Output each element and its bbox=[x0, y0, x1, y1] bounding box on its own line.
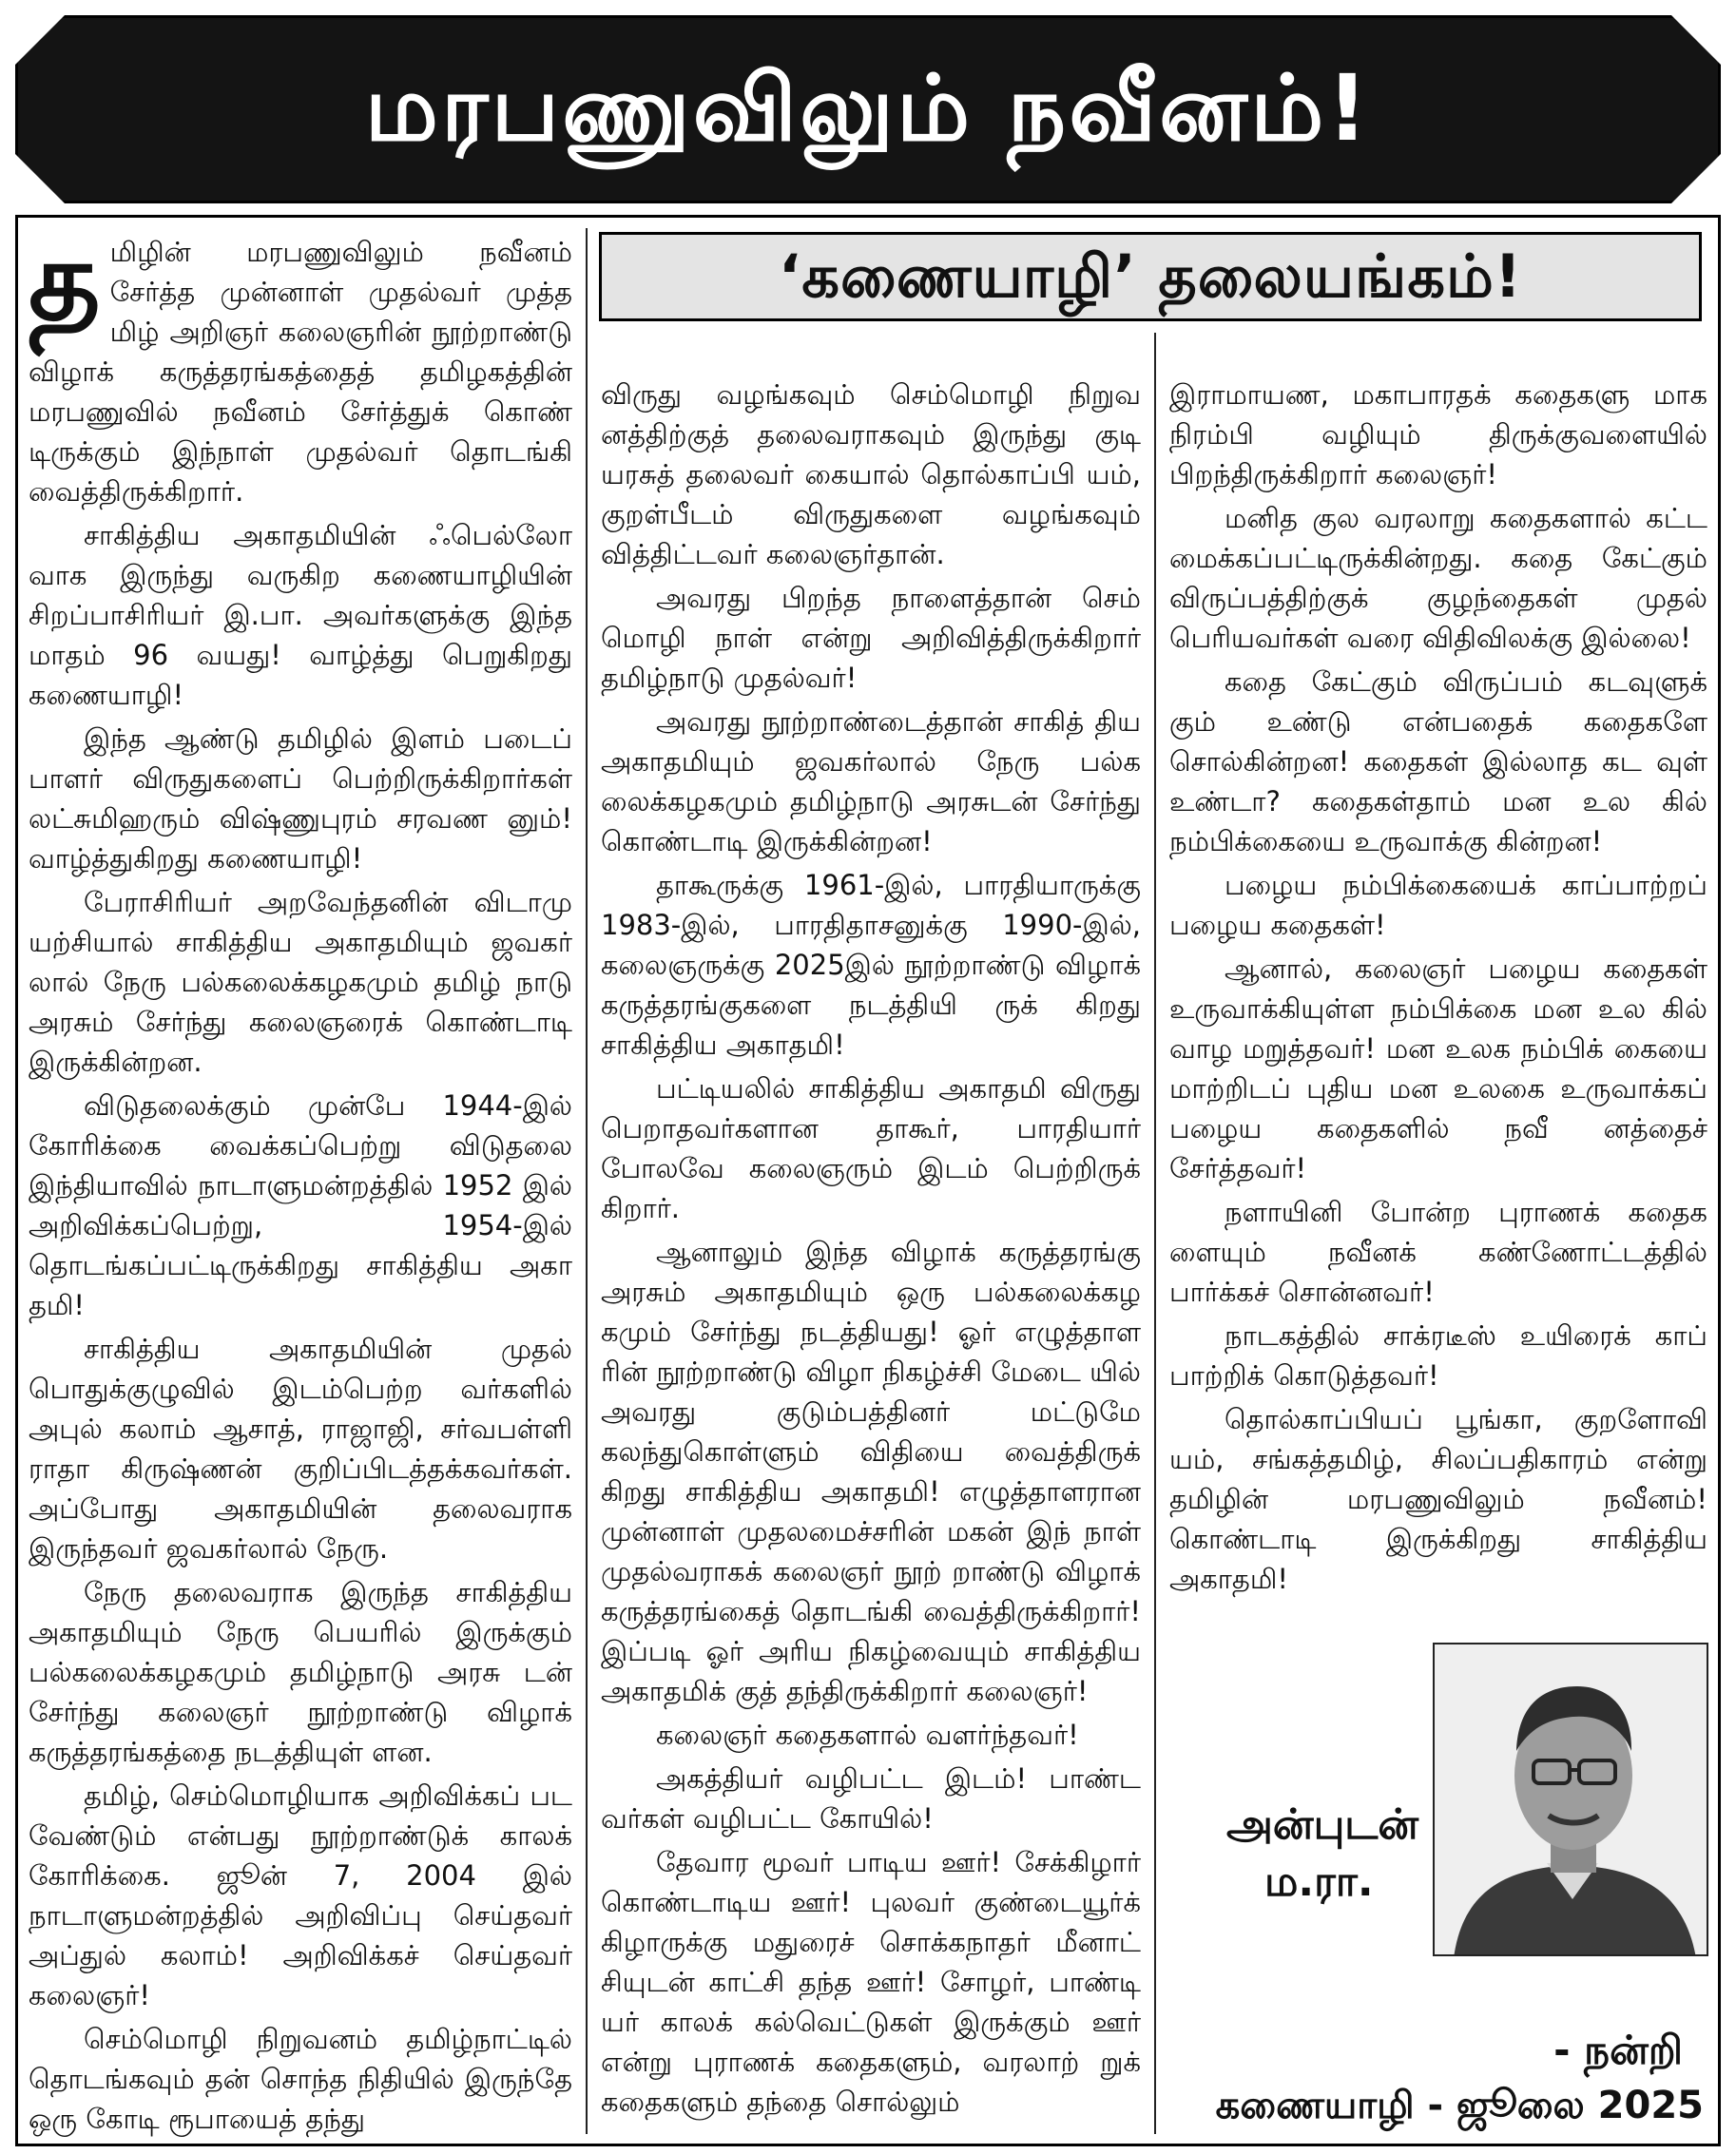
paragraph-text: மனித குல வரலாறு கதைகளால் கட்ட மைக்கப்பட்டிருக்கின்றது. கதை கேட்கும் விருப்பத்திற்குக் குழந்தைகள் முதல் பெரியவர்கள் வரை விதிவிலக்கு இல்லை! bbox=[1169, 502, 1707, 654]
paragraph bbox=[601, 865, 1141, 1065]
paragraph-text: பழைய நம்பிக்கையைக் காப்பாற்றப் பழைய கதைகள்! bbox=[1169, 869, 1707, 941]
paragraph-text: தேவார மூவர் பாடிய ஊர்! சேக்கிழார் கொண்டாடிய ஊர்! புலவர் குண்டையூர்க் கிழாருக்கு மதுரைச் சொக்கநாதர் மீனாட் சியுடன் காட்சி தந்த ஊர்! சோழர், பாண்டி யர் காலக் கல்வெட்டுகள் இருக்கும் ஊர் என்று புராணக் கதைகளும், வரலாற் றுக் கதைகளும் தந்தை சொல்லும் bbox=[601, 1846, 1141, 2118]
paragraph bbox=[601, 375, 1141, 574]
paragraph bbox=[601, 1759, 1141, 1838]
credit-line: - நன்றி bbox=[1553, 2027, 1683, 2073]
paragraph-text: விருது வழங்கவும் செம்மொழி நிறுவ னத்திற்குத் தலைவராகவும் இருந்து குடி யரசுத் தலைவர் கையால் தொல்காப்பி யம், குறள்பீடம் விருதுகளை வழங்கவும் வித்திட்டவர் கலைஞர்தான். bbox=[601, 378, 1141, 570]
paragraph bbox=[29, 232, 572, 511]
paragraph bbox=[29, 2019, 572, 2139]
column-3 bbox=[1169, 375, 1707, 1629]
title-banner bbox=[15, 15, 1721, 203]
paragraph-text: கலைஞர் கதைகளால் வளர்ந்தவர்! bbox=[656, 1719, 1079, 1751]
paragraph bbox=[29, 882, 572, 1082]
paragraph bbox=[601, 1232, 1141, 1711]
paragraph-text: இந்த ஆண்டு தமிழில் இளம் படைப் பாளர் விருதுகளைப் பெற்றிருக்கிறார்கள் லட்சுமிஹரும் விஷ்ணுபுரம் சரவண னும்! வாழ்த்துகிறது கணையாழி! bbox=[29, 722, 572, 875]
paragraph-text: தொல்காப்பியப் பூங்கா, குறளோவி யம், சங்கத்தமிழ், சிலப்பதிகாரம் என்று தமிழின் மரபணுவிலும் நவீனம்! கொண்டாடி இருக்கிறது சாகித்திய அகாதமி! bbox=[1169, 1403, 1707, 1595]
column-1 bbox=[29, 232, 572, 2143]
paragraph-text: அவரது பிறந்த நாளைத்தான் செம் மொழி நாள் என்று அறிவித்திருக்கிறார் தமிழ்நாடு முதல்வர்! bbox=[601, 582, 1141, 694]
paragraph bbox=[29, 1329, 572, 1568]
corner-notch bbox=[1671, 154, 1721, 203]
paragraph-text: விடுதலைக்கும் முன்பே 1944-இல் கோரிக்கை வைக்கப்பெற்று விடுதலை இந்தியாவில் நாடாளுமன்றத்தில் 1952 இல் அறிவிக்கப்பெற்று, 1954-இல் தொடங்கப்பட்டிருக்கிறது சாகித்திய அகா தமி! bbox=[29, 1089, 572, 1321]
paragraph-text: அவரது நூற்றாண்டைத்தான் சாகித் திய அகாதமியும் ஜவகர்லால் நேரு பல்க லைக்கழகமும் தமிழ்நாடு அரசுடன் சேர்ந்து கொண்டாடி இருக்கின்றன! bbox=[601, 705, 1141, 857]
paragraph bbox=[1169, 1399, 1707, 1599]
paragraph bbox=[601, 1715, 1141, 1755]
editorial-subheading: ‘கணையாழி’ தலையங்கம்! bbox=[599, 232, 1702, 321]
paragraph-text: தாகூருக்கு 1961-இல், பாரதியாருக்கு 1983-இல், பாரதிதாசனுக்கு 1990-இல், கலைஞருக்கு 2025இல் நூற்றாண்டு விழாக் கருத்தரங்குகளை நடத்தியி ருக் கிறது சாகித்திய அகாதமி! bbox=[601, 869, 1141, 1061]
paragraph bbox=[29, 719, 572, 878]
column-divider bbox=[1154, 333, 1156, 2134]
paragraph bbox=[29, 1086, 572, 1325]
paragraph bbox=[1169, 375, 1707, 494]
column-2 bbox=[601, 375, 1141, 2143]
paragraph-text: மிழின் மரபணுவிலும் நவீனம் சேர்த்த முன்னாள் முதல்வர் முத்த மிழ் அறிஞர் கலைஞரின் நூற்றாண்டு விழாக் கருத்தரங்கத்தைத் தமிழகத்தின் மரபணுவில் நவீனம் சேர்த்துக் கொண் டிருக்கும் இந்நாள் முதல்வர் தொடங்கி வைத்திருக்கிறார். bbox=[29, 236, 572, 508]
paragraph-text: பட்டியலில் சாகித்திய அகாதமி விருது பெறாதவர்களான தாகூர், பாரதியார் போலவே கலைஞரும் இடம் பெற்றிருக் கிறார். bbox=[601, 1072, 1141, 1224]
portrait-illustration bbox=[1435, 1644, 1708, 1956]
paragraph bbox=[29, 1572, 572, 1772]
paragraph bbox=[1169, 1316, 1707, 1395]
paragraph bbox=[601, 578, 1141, 698]
paragraph bbox=[1169, 498, 1707, 658]
column-divider bbox=[586, 228, 588, 2134]
paragraph bbox=[1169, 1192, 1707, 1312]
paragraph bbox=[29, 515, 572, 715]
paragraph bbox=[601, 702, 1141, 861]
paragraph-text: செம்மொழி நிறுவனம் தமிழ்நாட்டில் தொடங்கவும் தன் சொந்த நிதியில் இருந்தே ஒரு கோடி ரூபாயைத் தந்து bbox=[29, 2023, 572, 2135]
paragraph bbox=[1169, 662, 1707, 861]
signature-label: அன்புடன் bbox=[1226, 1800, 1418, 1849]
paragraph-text: நேரு தலைவராக இருந்த சாகித்திய அகாதமியும் நேரு பெயரில் இருக்கும் பல்கலைக்கழகமும் தமிழ்நாடு அரசு டன் சேர்ந்து கலைஞர் நூற்றாண்டு விழாக் கருத்தரங்கத்தை நடத்தியுள் ளன. bbox=[29, 1576, 572, 1768]
paragraph-text: நாடகத்தில் சாக்ரடீஸ் உயிரைக் காப் பாற்றிக் கொடுத்தவர்! bbox=[1169, 1319, 1707, 1392]
paragraph bbox=[1169, 865, 1707, 945]
drop-cap: த bbox=[29, 232, 101, 345]
page-title: மரபணுவிலும் நவீனம்! bbox=[364, 55, 1372, 162]
paragraph-text: கதை கேட்கும் விருப்பம் கடவுளுக் கும் உண்டு என்பதைக் கதைகளே சொல்கின்றன! கதைகள் இல்லாத கட வுள் உண்டா? கதைகள்தாம் மன உல கில் நம்பிக்கையை உருவாக்கு கின்றன! bbox=[1169, 665, 1707, 857]
paragraph-text: ஆனாலும் இந்த விழாக் கருத்தரங்கு அரசும் அகாதமியும் ஒரு பல்கலைக்கழ கமும் சேர்ந்து நடத்தியது! ஓர் எழுத்தாள ரின் நூற்றாண்டு விழா நிகழ்ச்சி மேடை யில் அவரது குடும்பத்தினர் மட்டுமே கலந்துகொள்ளும் விதியை வைத்திருக் கிறது சாகித்திய அகாதமி! எழுத்தாளரான முன்னாள் முதலமைச்சரின் மகன் இந் நாள் முதல்வராகக் கலைஞர் நூற் றாண்டு விழாக் கருத்தரங்கைத் தொடங்கி வைத்திருக்கிறார்! இப்படி ஓர் அரிய நிகழ்வையும் சாகித்திய அகாதமிக் குத் தந்திருக்கிறார் கலைஞர்! bbox=[601, 1236, 1141, 1707]
source-line: கணையாழி - ஜூலை 2025 bbox=[1215, 2084, 1704, 2127]
paragraph bbox=[1169, 949, 1707, 1188]
paragraph-text: சாகித்திய அகாதமியின் ஃபெல்லோ வாக இருந்து வருகிற கணையாழியின் சிறப்பாசிரியர் இ.பா. அவர்களுக்கு இந்த மாதம் 96 வயது! வாழ்த்து பெறுகிறது கணையாழி! bbox=[29, 519, 572, 711]
paragraph-text: தமிழ், செம்மொழியாக அறிவிக்கப் பட வேண்டும் என்பது நூற்றாண்டுக் காலக் கோரிக்கை. ஜூன் 7, 2004 இல் நாடாளுமன்றத்தில் அறிவிப்பு செய்தவர் அப்துல் கலாம்! அறிவிக்கச் செய்தவர் கலைஞர்! bbox=[29, 1779, 572, 2011]
paragraph bbox=[601, 1842, 1141, 2122]
portrait-photo-icon bbox=[1433, 1643, 1708, 1956]
paragraph-text: சாகித்திய அகாதமியின் முதல் பொதுக்குழுவில் இடம்பெற்ற வர்களில் அபுல் கலாம் ஆசாத், ராஜாஜி, சர்வபள்ளி ராதா கிருஷ்ணன் குறிப்பிடத்தக்கவர்கள். அப்போது அகாதமியின் தலைவராக இருந்தவர் ஜவகர்லால் நேரு. bbox=[29, 1333, 572, 1565]
paragraph-text: நளாயினி போன்ற புராணக் கதைக ளையும் நவீனக் கண்ணோட்டத்தில் பார்க்கச் சொன்னவர்! bbox=[1169, 1196, 1707, 1308]
signature-name: ம.ரா. bbox=[1264, 1857, 1374, 1906]
corner-notch bbox=[15, 154, 65, 203]
paragraph bbox=[601, 1068, 1141, 1228]
paragraph-text: அகத்தியர் வழிபட்ட இடம்! பாண்ட வர்கள் வழிபட்ட கோயில்! bbox=[601, 1762, 1141, 1835]
paragraph-text: பேராசிரியர் அறவேந்தனின் விடாமு யற்சியால் சாகித்திய அகாதமியும் ஜவகர் லால் நேரு பல்கலைக்கழகமும் தமிழ் நாடு அரசும் சேர்ந்து கலைஞரைக் கொண்டாடி இருக்கின்றன. bbox=[29, 886, 572, 1078]
paragraph-text: ஆனால், கலைஞர் பழைய கதைகள் உருவாக்கியுள்ள நம்பிக்கை மன உல கில் வாழ மறுத்தவர்! மன உலக நம்பிக் கையை மாற்றிடப் புதிய மன உலகை உருவாக்கப் பழைய கதைகளில் நவீ னத்தைச் சேர்த்தவர்! bbox=[1169, 952, 1707, 1184]
paragraph-text: இராமாயண, மகாபாரதக் கதைகளு மாக நிரம்பி வழியும் திருக்குவளையில் பிறந்திருக்கிறார் கலைஞர்! bbox=[1169, 378, 1707, 490]
paragraph bbox=[29, 1776, 572, 2015]
